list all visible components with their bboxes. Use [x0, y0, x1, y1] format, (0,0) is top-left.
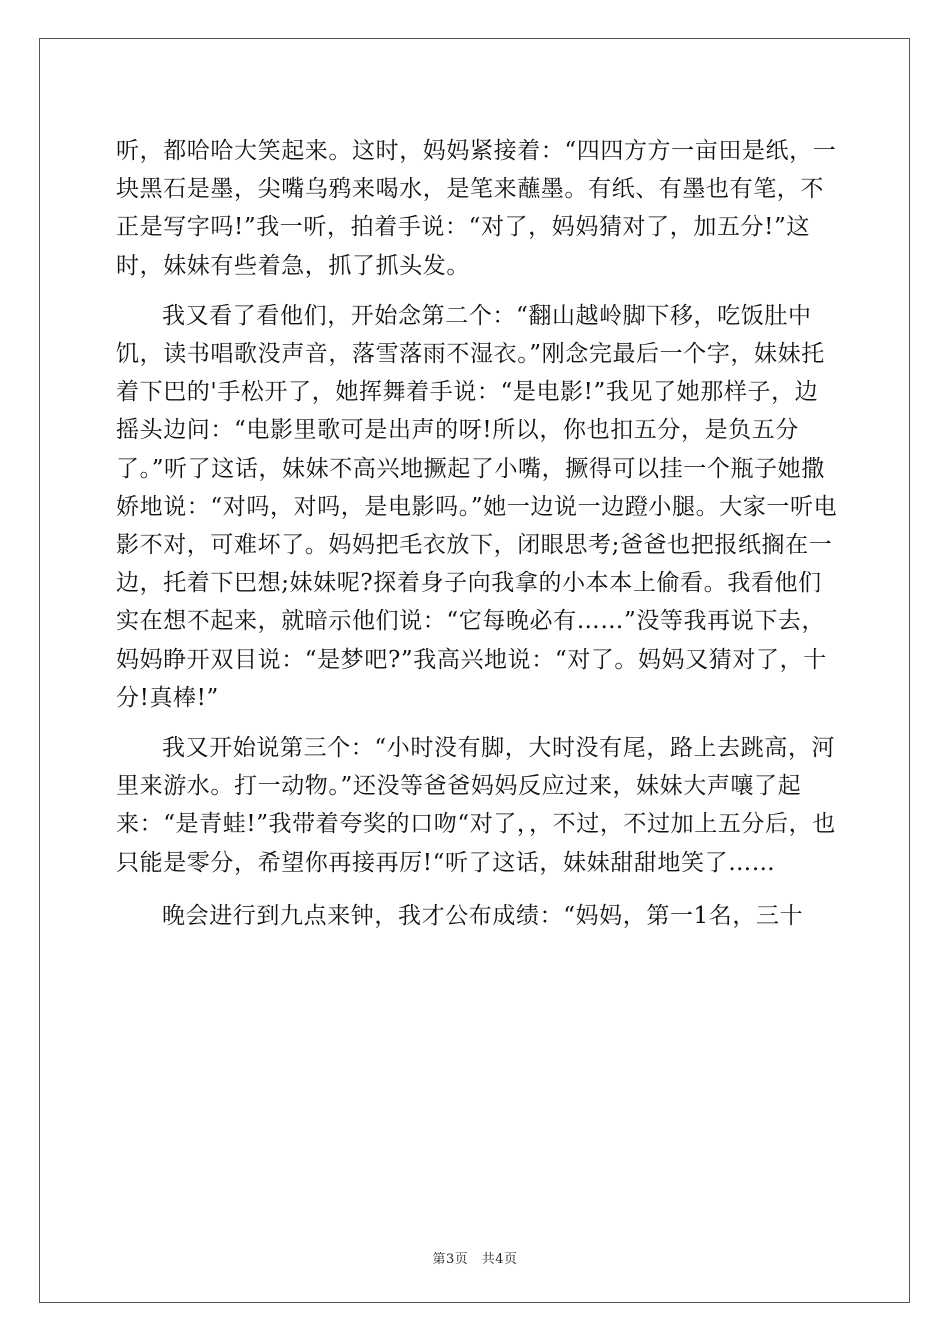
paragraph-4: 晚会进行到九点来钟，我才公布成绩：“妈妈，第一1名，三十	[162, 902, 804, 929]
paragraph-1: 听，都哈哈大笑起来。这时，妈妈紧接着：“四四方方一亩田是纸，一块黑石是墨，尖嘴乌鸦来喝水，是笔来蘸墨。有纸、有墨也有笔，不正是写字吗!”我一听，拍着手说：“对了，妈妈猜对了，加五分!”这时，妹妹有些着急，抓了抓头发。	[116, 138, 837, 279]
page-number-footer: 第3页 共4页	[432, 1252, 518, 1267]
paragraph-2: 我又看了看他们，开始念第二个：“翻山越岭脚下移，吃饭肚中饥，读书唱歌没声音，落雪落雨不湿衣。”刚念完最后一个字，妹妹托着下巴的'手松开了，她挥舞着手说：“是电影!”我见了她那样子，边摇头边问：“电影里歌可是出声的呀!所以，你也扣五分，是负五分了。”听了这话，妹妹不高兴地撅起了小嘴，撅得可以挂一个瓶子她撒娇地说：“对吗，对吗，是电影吗。”她一边说一边蹬小腿。大家一听电影不对，可难坏了。妈妈把毛衣放下，闭眼思考;爸爸也把报纸搁在一边，托着下巴想;妹妹呢?探着身子向我拿的小本本上偷看。我看他们实在想不起来，就暗示他们说：“它每晚必有……”没等我再说下去，妈妈睁开双目说：“是梦吧?”我高兴地说：“对了。妈妈又猜对了，十分!真棒!”	[116, 302, 838, 711]
paragraph-3: 我又开始说第三个：“小时没有脚，大时没有尾，路上去跳高，河里来游水。打一动物。”还没等爸爸妈妈反应过来，妹妹大声嚷了起来：“是青蛙!”我带着夸奖的口吻“对了，，不过，不过加上五分后，也只能是零分，希望你再接再厉!“听了这话，妹妹甜甜地笑了……	[116, 735, 836, 876]
document-body	[116, 132, 841, 935]
